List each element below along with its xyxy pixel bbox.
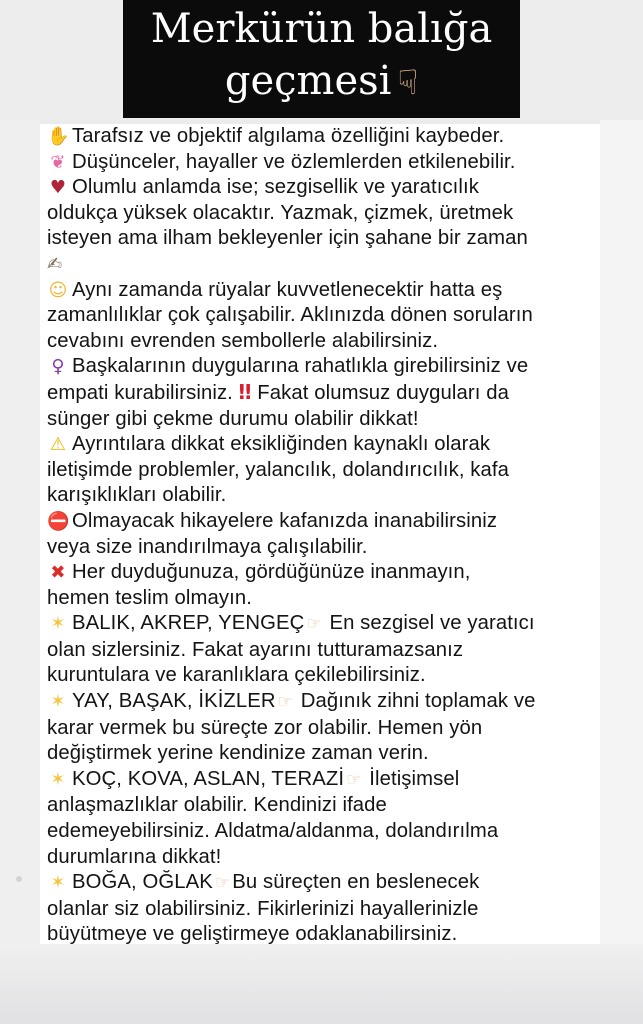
double-exclamation-icon: ‼ xyxy=(238,379,252,404)
list-item xyxy=(47,689,599,767)
star-icon: ✶ xyxy=(50,691,66,713)
brain-icon: ❦ xyxy=(50,151,66,173)
item-text: En sezgisel ve yaratıcı xyxy=(329,612,535,635)
item-text: Olumlu anlamda ise; sezgisellik ve yaratıcılık xyxy=(72,176,479,199)
item-text: kuruntulara ve karanlıklara çekilebilirsiniz. xyxy=(47,664,426,687)
writing-hand-icon: ✍ xyxy=(47,253,63,275)
item-text: Dağınık zihni toplamak ve xyxy=(300,690,536,713)
sign-group: BALIK, AKREP, YENGEÇ xyxy=(72,612,305,635)
item-text: Ayrıntılara dikkat eksikliğinden kaynaklı olarak xyxy=(72,433,491,456)
title-banner xyxy=(123,0,520,118)
item-text: iletişimde problemler, yalancılık, dolandırıcılık, kafa xyxy=(47,458,510,481)
item-text: karar vermek bu süreçte zor olabilir. Hemen yön xyxy=(47,716,483,739)
item-text: oldukça yüksek olacaktır. Yazmak, çizmek, üretmek xyxy=(47,201,514,224)
item-text: Bu süreçten en beslenecek xyxy=(232,871,480,894)
sleeping-face-icon: ☺ xyxy=(48,279,68,301)
list-item xyxy=(47,278,599,355)
item-text: cevabını evrenden sembollerle alabilirsiniz. xyxy=(47,329,439,352)
item-text: Fakat olumsuz duyguları da xyxy=(257,381,509,404)
bottom-background xyxy=(0,944,643,1024)
item-text: Olmayacak hikayelere kafanızda inanabilirsiniz xyxy=(72,509,498,532)
sign-group: BOĞA, OĞLAK xyxy=(72,871,213,894)
warning-icon: ⚠ xyxy=(49,434,67,456)
item-text: karışıklıkları olabilir. xyxy=(47,484,227,507)
item-text: değiştirmek yerine kendinize zaman verin. xyxy=(47,742,429,765)
item-text: empati kurabilirsiniz. xyxy=(47,381,233,404)
item-text: Her duyduğunuza, gördüğünüze inanmayın, xyxy=(72,561,471,584)
pointing-right-hand-icon: ☞ xyxy=(214,873,231,894)
title-line-1: Merkürün balığa xyxy=(150,6,493,52)
right-margin xyxy=(600,120,643,944)
item-text: Başkalarının duygularına rahatlıkla girebilirsiniz ve xyxy=(72,355,529,378)
list-item xyxy=(47,611,599,689)
list-item xyxy=(47,124,599,150)
no-entry-icon: ⛔ xyxy=(47,510,70,532)
title-line-2: geçmesi xyxy=(224,58,392,104)
star-icon: ✶ xyxy=(50,872,66,894)
item-text: Düşünceler, hayaller ve özlemlerden etkilenebilir. xyxy=(72,150,516,173)
item-text: büyütmeye ve geliştirmeye odaklanabilirsiniz. xyxy=(47,923,458,944)
list-item xyxy=(47,354,599,432)
list-item xyxy=(47,150,599,176)
item-text: İletişimsel xyxy=(369,767,460,790)
item-text: Aynı zamanda rüyalar kuvvetlenecektir hatta eş xyxy=(72,278,503,301)
item-text: veya size inandırılmaya çalışılabilir. xyxy=(47,535,368,558)
article-body xyxy=(47,124,599,944)
item-text: sünger gibi çekme durumu olabilir dikkat! xyxy=(47,407,419,430)
cross-mark-icon: ✖ xyxy=(50,562,66,584)
decorative-dot xyxy=(16,876,22,882)
sign-group: YAY, BAŞAK, İKİZLER xyxy=(72,690,276,713)
item-text: olanlar siz olabilirsiniz. Fikirlerinizi hayallerinizle xyxy=(47,897,479,920)
list-item xyxy=(47,432,599,509)
list-item xyxy=(47,560,599,611)
title-line-2-wrap xyxy=(123,55,520,109)
anatomical-heart-icon: ♥ xyxy=(49,177,67,199)
pointing-right-hand-icon: ☞ xyxy=(346,769,362,790)
list-item xyxy=(47,870,599,944)
mermaid-icon: ♀ xyxy=(51,356,65,378)
sign-group: KOÇ, KOVA, ASLAN, TERAZİ xyxy=(72,767,345,790)
pointing-right-hand-icon: ☞ xyxy=(277,692,294,713)
item-text: olan sizlersiniz. Fakat ayarını tutturamazsanız xyxy=(47,638,464,661)
list-item xyxy=(47,767,599,870)
item-text: durumlarına dikkat! xyxy=(47,845,222,868)
list-item xyxy=(47,509,599,560)
item-text: anlaşmazlıklar olabilir. Kendinizi ifade xyxy=(47,794,387,817)
text-card xyxy=(40,124,600,944)
list-item xyxy=(47,175,599,277)
star-icon: ✶ xyxy=(50,613,66,635)
item-text: edemeyebilirsiniz. Aldatma/aldanma, dolandırılma xyxy=(47,820,499,843)
left-margin xyxy=(0,120,40,944)
item-text: Tarafsız ve objektif algılama özelliğini kaybeder. xyxy=(72,125,505,147)
item-text: isteyen ama ilham bekleyenler için şahane bir zaman xyxy=(47,227,528,250)
item-text: hemen teslim olmayın. xyxy=(47,586,252,609)
item-text: zamanlılıklar çok çalışabilir. Aklınızda dönen soruların xyxy=(47,304,533,327)
pointing-down-hand-icon: ☟ xyxy=(397,63,419,103)
pointing-right-hand-icon: ☞ xyxy=(306,614,322,635)
star-icon: ✶ xyxy=(50,768,66,790)
hand-icon: ✋ xyxy=(47,126,70,147)
